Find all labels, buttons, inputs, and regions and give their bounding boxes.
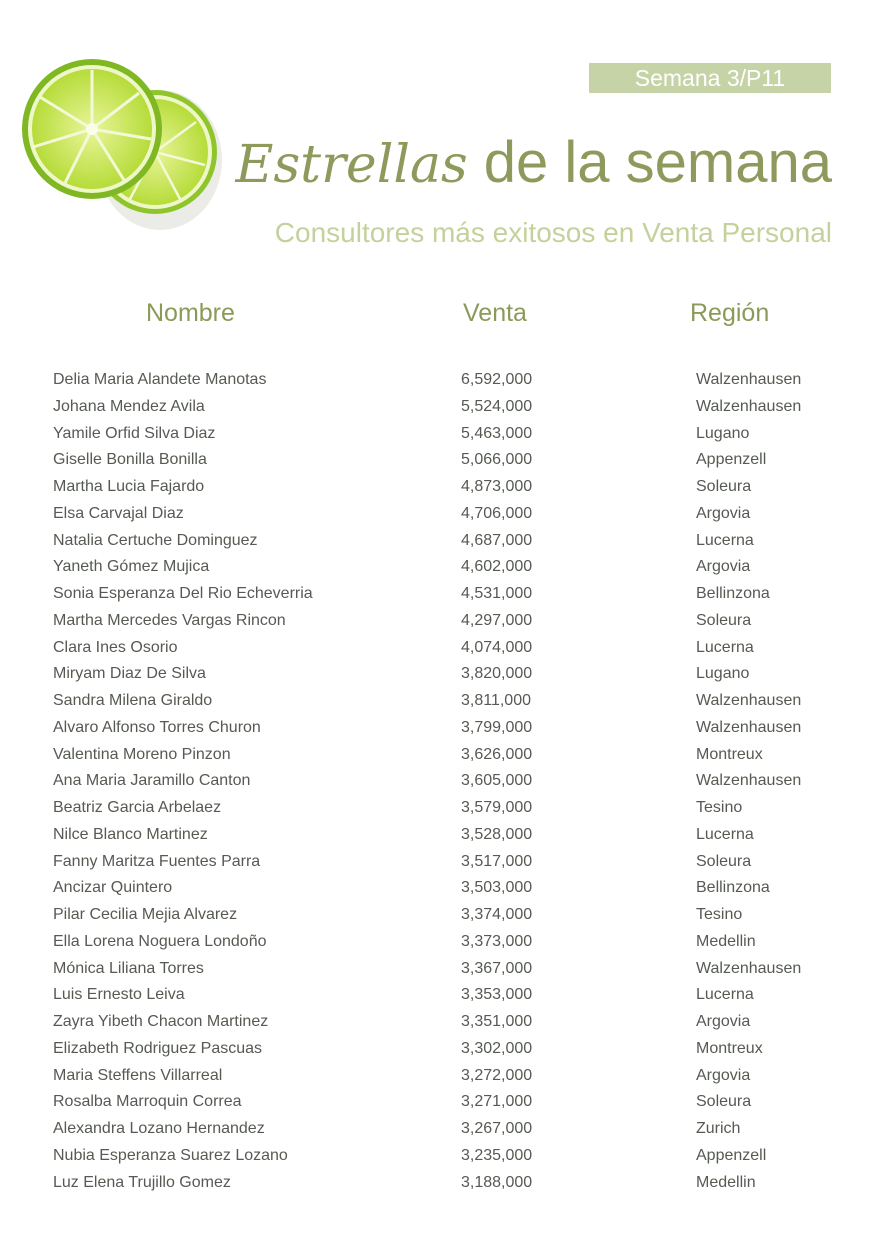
row-venta: 3,351,000: [461, 1013, 533, 1030]
row-venta: 3,811,000: [461, 692, 531, 709]
table-row: [0, 501, 884, 528]
row-venta: 3,579,000: [461, 799, 533, 816]
table-row: [0, 554, 884, 581]
row-name: Luis Ernesto Leiva: [53, 986, 185, 1004]
table-row: [0, 1063, 884, 1090]
row-name: Fanny Maritza Fuentes Parra: [53, 852, 261, 870]
row-region: Argovia: [696, 558, 751, 576]
row-name: Martha Mercedes Vargas Rincon: [53, 611, 286, 629]
row-region: Soleura: [696, 611, 752, 629]
row-name: Nilce Blanco Martinez: [53, 825, 208, 843]
page-title: [236, 128, 832, 200]
table-row: [0, 768, 884, 795]
row-venta: 3,820,000: [461, 665, 533, 683]
title-script: Estrellas: [235, 135, 468, 195]
row-name: Alexandra Lozano Hernandez: [53, 1120, 265, 1137]
row-region: Soleura: [696, 852, 752, 870]
table-row: [0, 394, 884, 421]
row-name: Ella Lorena Noguera Londoño: [53, 932, 267, 950]
table-row: [0, 661, 884, 688]
table-row: [0, 447, 884, 474]
table-row: [0, 929, 884, 956]
row-venta: 3,626,000: [461, 745, 533, 763]
table-row: [0, 367, 884, 394]
week-badge: Semana 3/P11: [589, 63, 831, 93]
header-region: Región: [690, 299, 770, 327]
row-name: Johana Mendez Avila: [53, 397, 205, 415]
row-region: Argovia: [696, 504, 751, 522]
row-venta: 3,528,000: [461, 825, 533, 843]
row-name: Elsa Carvajal Diaz: [53, 504, 184, 522]
row-venta: 4,531,000: [461, 585, 533, 602]
table-row: [0, 688, 884, 715]
row-name: Maria Steffens Villarreal: [53, 1066, 223, 1084]
table-row: [0, 635, 884, 662]
row-venta: 3,353,000: [461, 986, 533, 1004]
row-venta: 5,066,000: [461, 451, 533, 469]
table-row: [0, 1089, 884, 1116]
row-region: Zurich: [696, 1120, 741, 1137]
row-region: Walzenhausen: [696, 692, 802, 709]
row-region: Argovia: [696, 1066, 751, 1084]
row-venta: 3,271,000: [461, 1093, 533, 1111]
row-name: Luz Elena Trujillo Gomez: [53, 1173, 231, 1191]
row-venta: 3,503,000: [461, 879, 533, 897]
row-region: Medellin: [696, 1173, 756, 1191]
row-venta: 3,235,000: [461, 1146, 533, 1164]
table-row: [0, 474, 884, 501]
row-name: Pilar Cecilia Mejia Alvarez: [53, 906, 238, 923]
table-row: [0, 822, 884, 849]
row-venta: 3,302,000: [461, 1039, 533, 1057]
row-name: Ana Maria Jaramillo Canton: [53, 772, 251, 790]
row-venta: 3,373,000: [461, 932, 533, 950]
table-row: [0, 902, 884, 929]
row-region: Lucerna: [696, 638, 754, 656]
header-venta: Venta: [463, 299, 527, 327]
row-name: Sonia Esperanza Del Rio Echeverria: [53, 585, 313, 602]
row-region: Lugano: [696, 424, 750, 442]
lime-slices-image: [20, 55, 235, 230]
row-name: Sandra Milena Giraldo: [53, 692, 213, 709]
title-rest: de la semana: [467, 130, 832, 195]
row-venta: 3,374,000: [461, 906, 533, 923]
row-name: Natalia Certuche Dominguez: [53, 531, 258, 549]
table-row: [0, 421, 884, 448]
row-name: Ancizar Quintero: [53, 879, 173, 897]
row-name: Alvaro Alfonso Torres Churon: [53, 718, 261, 736]
table-row: [0, 795, 884, 822]
table-row: [0, 581, 884, 608]
row-region: Lugano: [696, 665, 750, 683]
row-venta: 4,687,000: [461, 531, 533, 549]
row-venta: 3,517,000: [461, 852, 533, 870]
page-subtitle: Consultores más exitosos en Venta Personal: [274, 217, 832, 248]
row-name: Zayra Yibeth Chacon Martinez: [53, 1013, 269, 1030]
row-region: Walzenhausen: [696, 959, 802, 977]
row-name: Rosalba Marroquin Correa: [53, 1093, 242, 1111]
row-venta: 4,873,000: [461, 478, 533, 495]
table-row: [0, 1036, 884, 1063]
table-row: [0, 849, 884, 876]
row-name: Delia Maria Alandete Manotas: [53, 371, 267, 388]
table-row: [0, 715, 884, 742]
table-row: [0, 1116, 884, 1143]
table-row: [0, 982, 884, 1009]
table-row: [0, 528, 884, 555]
row-venta: 3,605,000: [461, 772, 533, 790]
row-region: Tesino: [696, 906, 743, 923]
row-region: Walzenhausen: [696, 371, 802, 388]
row-venta: 6,592,000: [461, 371, 533, 388]
row-name: Nubia Esperanza Suarez Lozano: [53, 1146, 288, 1164]
row-name: Yamile Orfid Silva Diaz: [53, 424, 216, 442]
row-venta: 3,367,000: [461, 959, 533, 977]
ranking-list: [0, 367, 884, 1196]
row-venta: 3,267,000: [461, 1120, 533, 1137]
row-venta: 4,602,000: [461, 558, 533, 576]
row-region: Soleura: [696, 1093, 752, 1111]
row-region: Appenzell: [696, 451, 767, 469]
row-region: Walzenhausen: [696, 397, 802, 415]
row-venta: 5,524,000: [461, 397, 533, 415]
row-region: Montreux: [696, 745, 763, 763]
row-name: Valentina Moreno Pinzon: [53, 745, 231, 763]
row-venta: 3,799,000: [461, 718, 533, 736]
row-venta: 4,074,000: [461, 638, 533, 656]
table-row: [0, 608, 884, 635]
row-region: Appenzell: [696, 1146, 767, 1164]
row-venta: 3,188,000: [461, 1173, 533, 1191]
row-region: Bellinzona: [696, 585, 770, 602]
row-region: Lucerna: [696, 531, 754, 549]
row-name: Clara Ines Osorio: [53, 638, 178, 656]
header-name: Nombre: [146, 299, 235, 327]
row-region: Lucerna: [696, 825, 754, 843]
row-venta: 3,272,000: [461, 1066, 533, 1084]
row-name: Elizabeth Rodriguez Pascuas: [53, 1039, 263, 1057]
row-region: Tesino: [696, 799, 743, 816]
row-name: Martha Lucia Fajardo: [53, 478, 205, 495]
row-region: Walzenhausen: [696, 718, 802, 736]
table-row: [0, 1143, 884, 1170]
row-name: Mónica Liliana Torres: [53, 959, 204, 977]
table-row: [0, 1009, 884, 1036]
row-region: Lucerna: [696, 986, 754, 1004]
table-row: [0, 956, 884, 983]
row-name: Beatriz Garcia Arbelaez: [53, 799, 222, 816]
row-region: Argovia: [696, 1013, 751, 1030]
table-row: [0, 875, 884, 902]
row-name: Miryam Diaz De Silva: [53, 665, 206, 683]
row-region: Walzenhausen: [696, 772, 802, 790]
row-region: Soleura: [696, 478, 752, 495]
row-name: Giselle Bonilla Bonilla: [53, 451, 207, 469]
row-venta: 4,297,000: [461, 611, 533, 629]
table-row: [0, 1170, 884, 1197]
row-name: Yaneth Gómez Mujica: [53, 558, 210, 576]
row-venta: 4,706,000: [461, 504, 533, 522]
row-region: Montreux: [696, 1039, 763, 1057]
row-venta: 5,463,000: [461, 424, 533, 442]
row-region: Medellin: [696, 932, 756, 950]
row-region: Bellinzona: [696, 879, 770, 897]
table-row: [0, 742, 884, 769]
